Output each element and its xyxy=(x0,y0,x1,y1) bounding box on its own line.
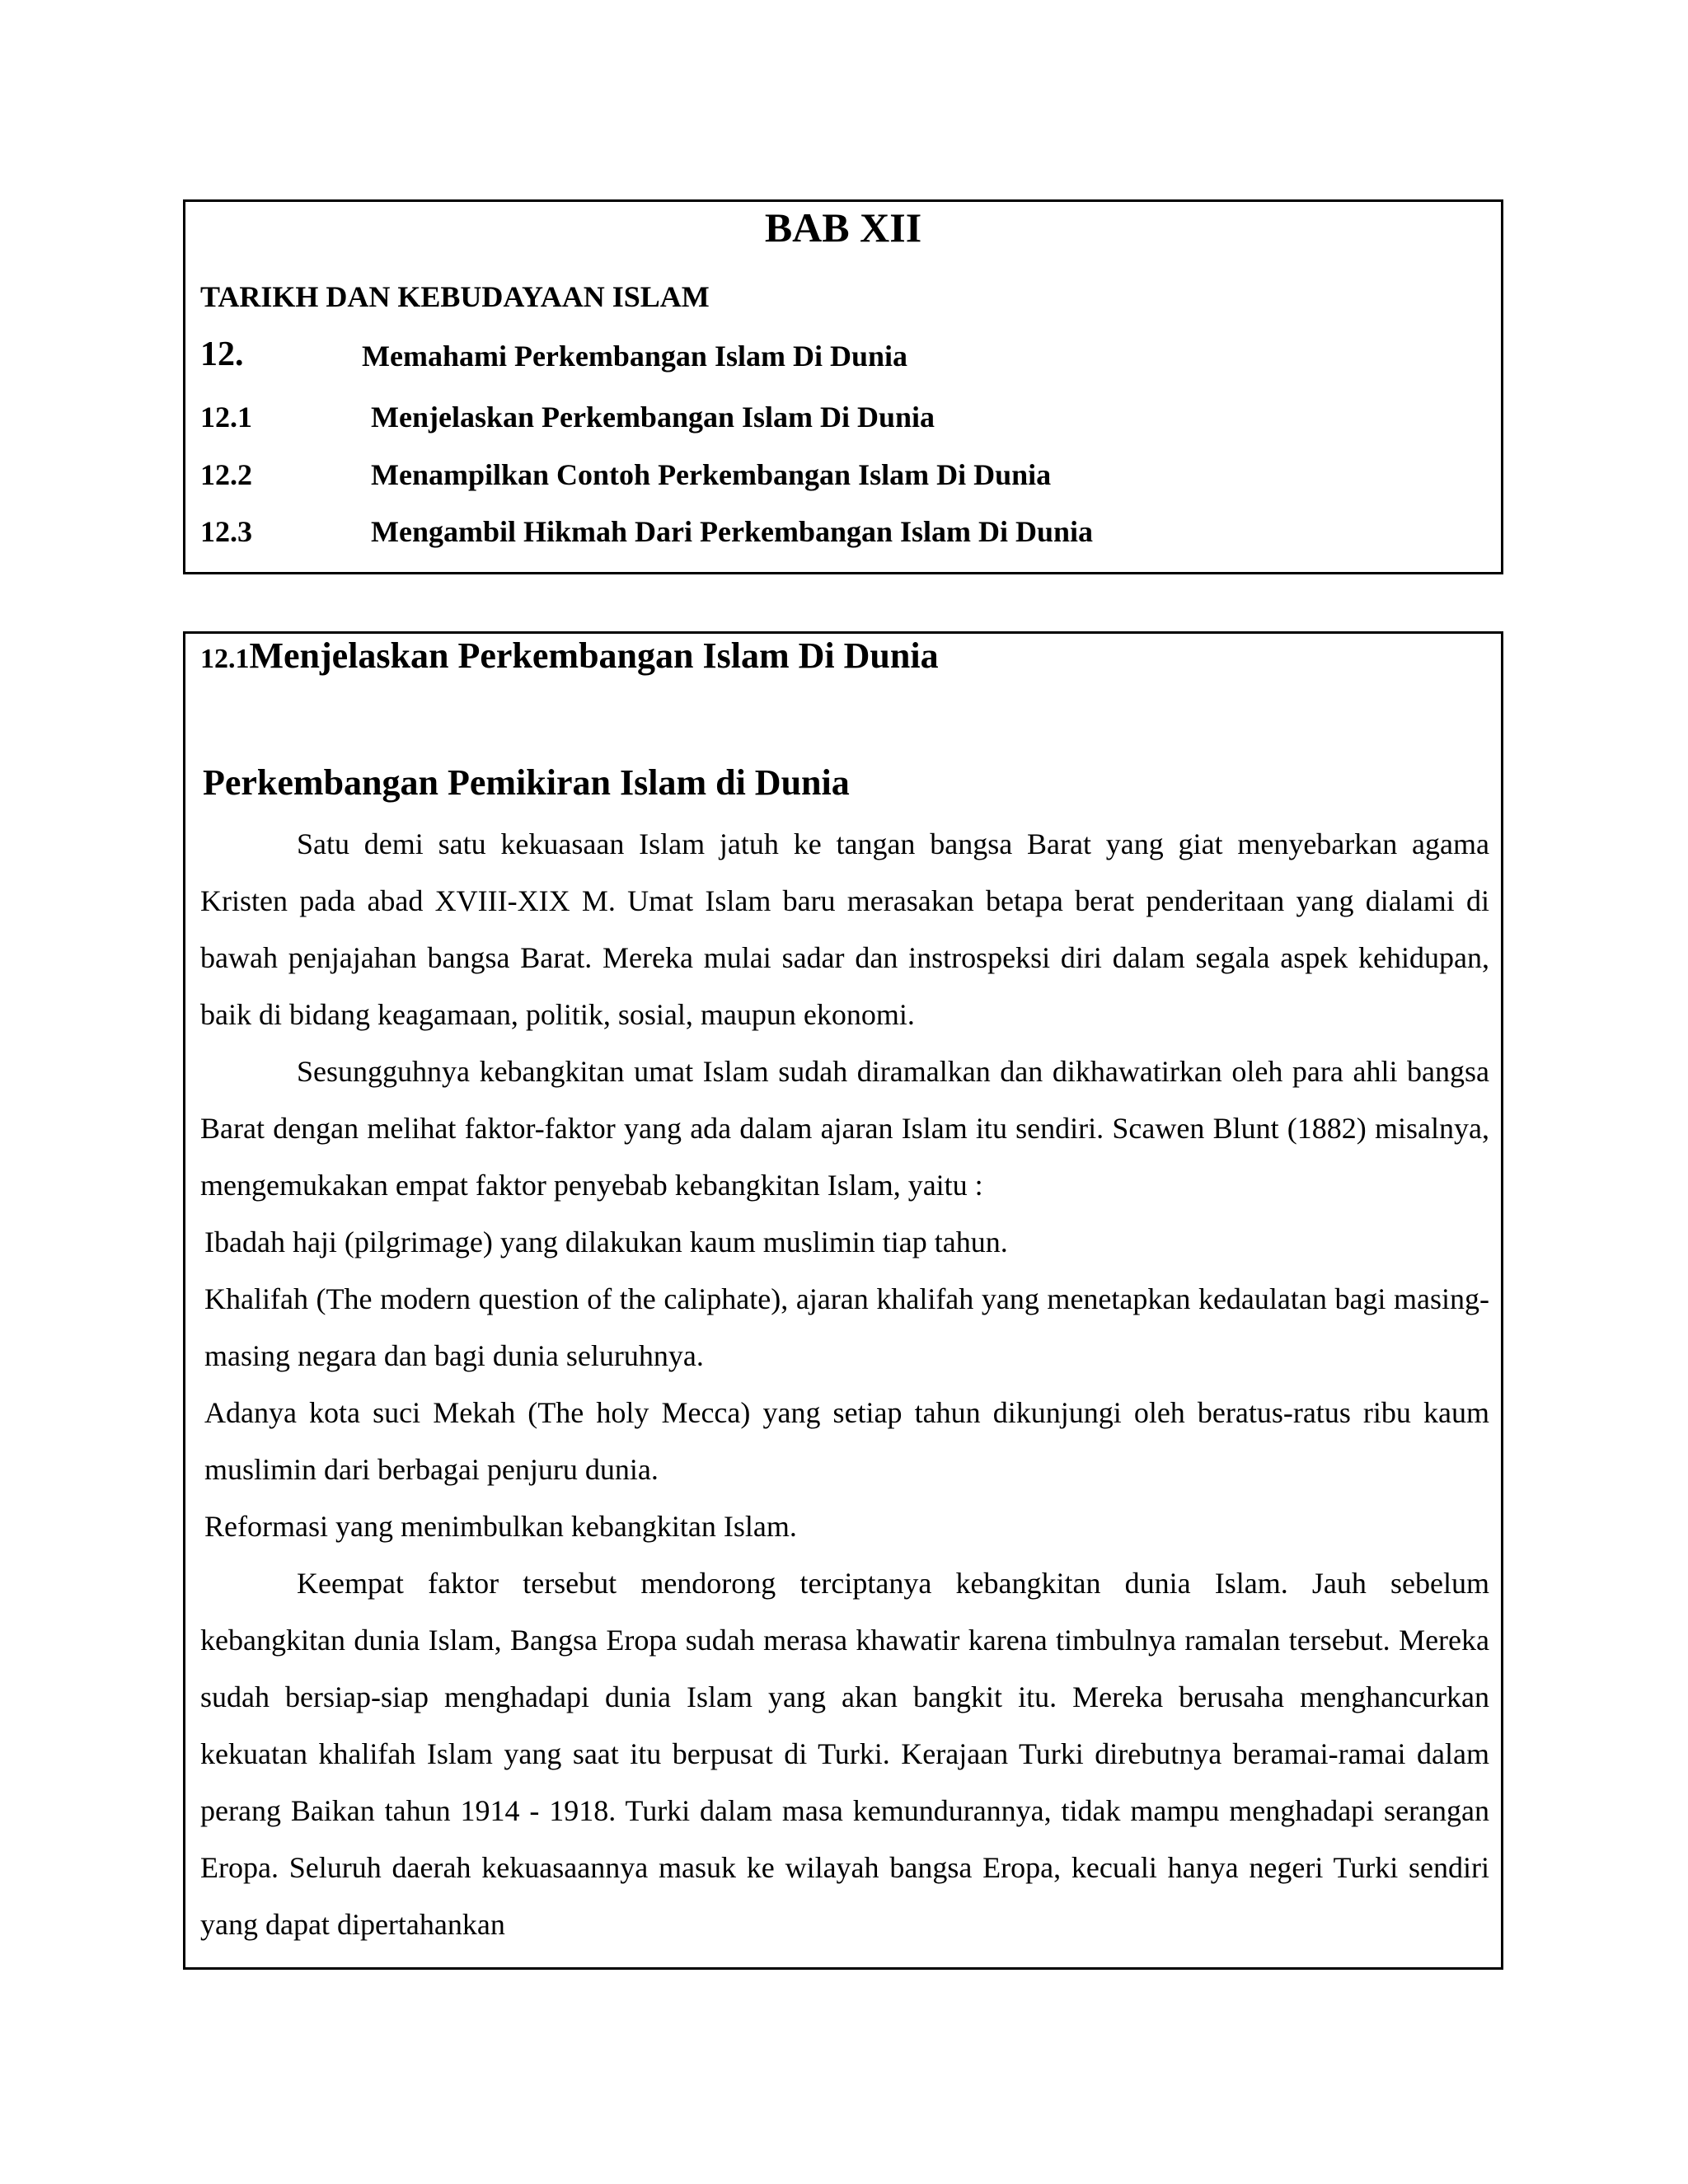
body-text xyxy=(200,816,1489,1953)
indicator-number: 12.1 xyxy=(200,401,252,434)
indicator-title: Menampilkan Contoh Perkembangan Islam Di Dunia xyxy=(371,458,1052,491)
section-title: Menjelaskan Perkembangan Islam Di Dunia xyxy=(249,635,939,676)
indicator-number: 12.2 xyxy=(200,458,252,491)
indicator-number: 12.3 xyxy=(200,515,252,548)
paragraph: Keempat faktor tersebut mendorong terciptanya kebangkitan dunia Islam. Jauh sebelum kebangkitan dunia Islam, Bangsa Eropa sudah merasa khawatir karena timbulnya ramalan tersebut. Mereka sudah bersiap-siap menghadapi dunia Islam yang akan bangkit itu. Mereka berusaha menghancurkan kekuatan khalifah Islam yang saat itu berpusat di Turki. Kerajaan Turki direbutnya beramai-ramai dalam perang Baikan tahun 1914 - 1918. Turki dalam masa kemundurannya, tidak mampu menghadapi serangan Eropa. Seluruh daerah kekuasaannya masuk ke wilayah bangsa Eropa, kecuali hanya negeri Turki sendiri yang dapat dipertahankan xyxy=(200,1567,1489,1941)
competency-title: Memahami Perkembangan Islam Di Dunia xyxy=(362,340,908,373)
factor-item: Khalifah (The modern question of the caliphate), ajaran khalifah yang menetapkan kedaulatan bagi masing-masing negara dan bagi dunia seluruhnya. xyxy=(204,1282,1489,1372)
indicator-title: Mengambil Hikmah Dari Perkembangan Islam Di Dunia xyxy=(371,515,1094,548)
factor-item: Ibadah haji (pilgrimage) yang dilakukan kaum muslimin tiap tahun. xyxy=(204,1226,1008,1258)
competency-number: 12. xyxy=(200,335,244,373)
chapter-subject: TARIKH DAN KEBUDAYAAN ISLAM xyxy=(200,280,710,313)
section-number: 12.1 xyxy=(200,644,250,674)
paragraph: Satu demi satu kekuasaan Islam jatuh ke tangan bangsa Barat yang giat menyebarkan agama Kristen pada abad XVIII-XIX M. Umat Islam baru merasakan betapa berat penderitaan yang dialami di bawah penjajahan bangsa Barat. Mereka mulai sadar dan instrospeksi diri dalam segala aspek kehidupan, baik di bidang keagamaan, politik, sosial, maupun ekonomi. xyxy=(200,827,1489,1031)
indicator-title: Menjelaskan Perkembangan Islam Di Dunia xyxy=(371,401,935,434)
subheading: Perkembangan Pemikiran Islam di Dunia xyxy=(203,762,850,803)
section-heading xyxy=(200,635,939,677)
factor-item: Reformasi yang menimbulkan kebangkitan Islam. xyxy=(204,1510,797,1543)
paragraph: Sesungguhnya kebangkitan umat Islam sudah diramalkan dan dikhawatirkan oleh para ahli bangsa Barat dengan melihat faktor-faktor yang ada dalam ajaran Islam itu sendiri. Scawen Blunt (1882) misalnya, mengemukakan empat faktor penyebab kebangkitan Islam, yaitu : xyxy=(200,1055,1489,1202)
factor-item: Adanya kota suci Mekah (The holy Mecca) yang setiap tahun dikunjungi oleh beratus-ratus ribu kaum muslimin dari berbagai penjuru dunia. xyxy=(204,1396,1489,1486)
chapter-title: BAB XII xyxy=(764,204,922,251)
